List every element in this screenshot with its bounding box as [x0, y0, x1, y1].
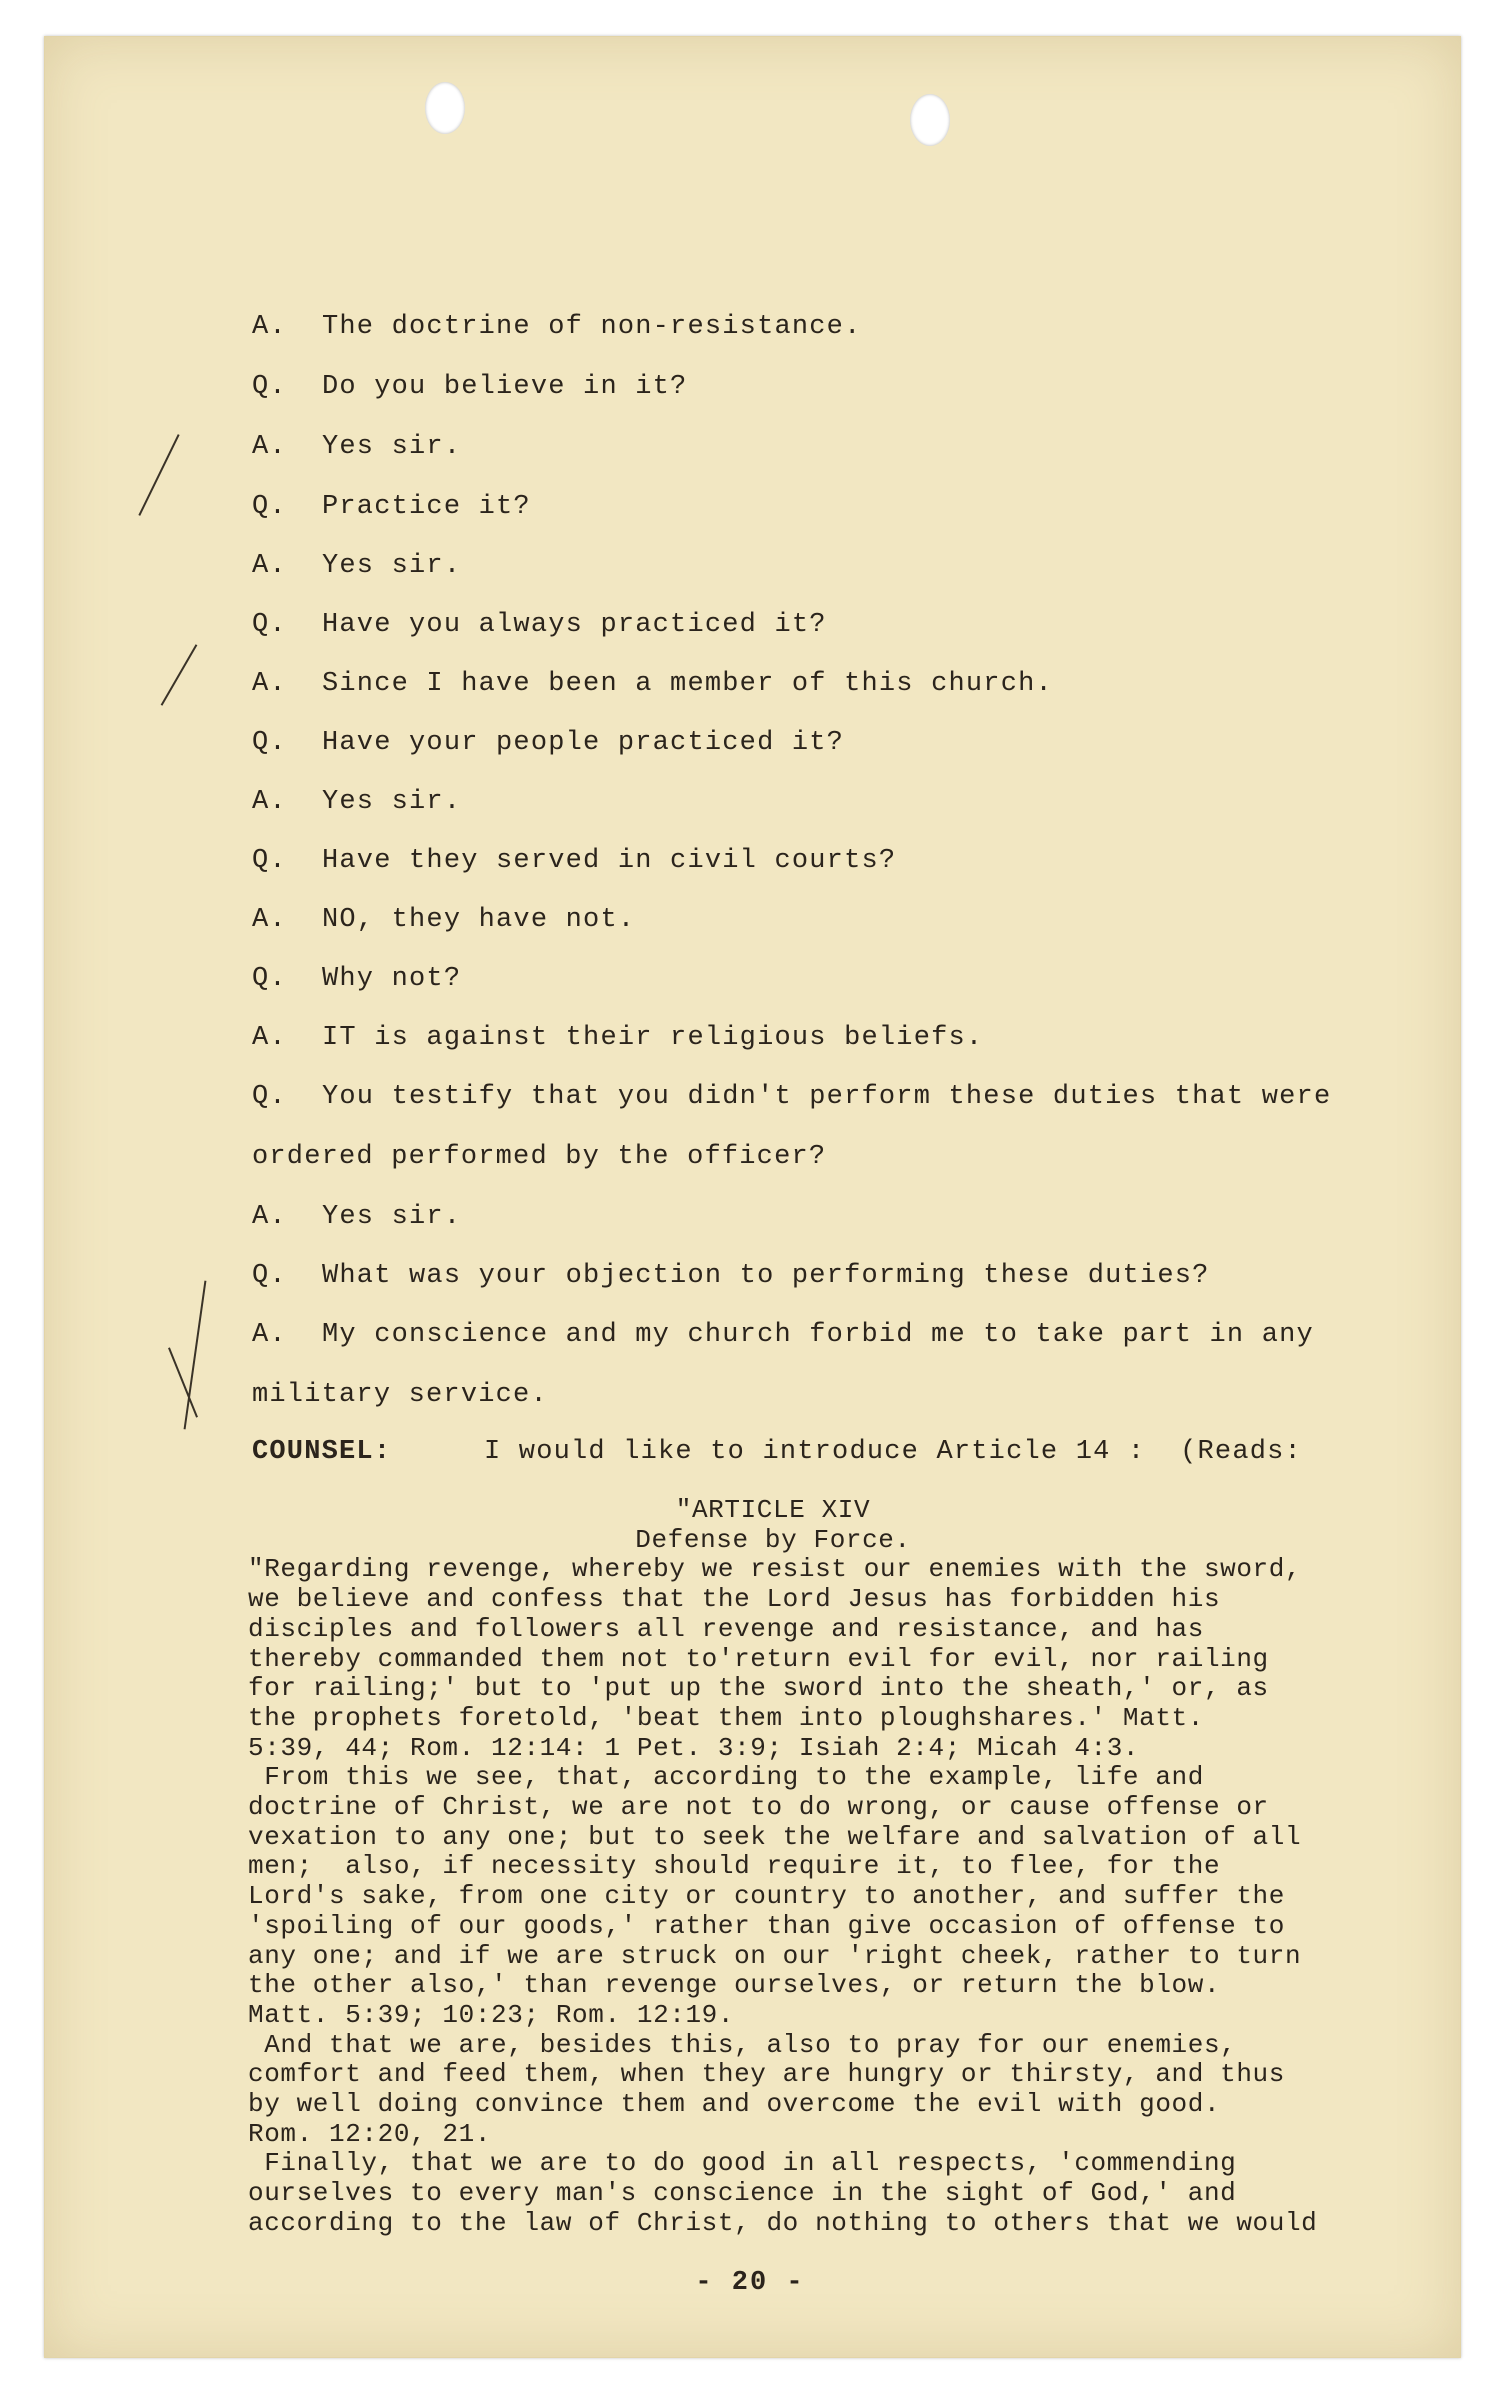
- transcript-line: military service.: [252, 1380, 548, 1410]
- article-line: 'spoiling of our goods,' rather than give occasion of offense to: [248, 1910, 1285, 1941]
- article-line: any one; and if we are struck on our 'right cheek, rather to turn: [248, 1940, 1302, 1971]
- transcript-line: A. My conscience and my church forbid me to take part in any: [252, 1320, 1314, 1350]
- transcript-line: A. Yes sir.: [252, 432, 462, 462]
- article-line: Lord's sake, from one city or country to another, and suffer the: [248, 1881, 1285, 1912]
- article-line: Finally, that we are to do good in all respects, 'commending: [248, 2148, 1237, 2179]
- article-line: the other also,' than revenge ourselves, or return the blow.: [248, 1970, 1221, 2001]
- article-line: 5:39, 44; Rom. 12:14: 1 Pet. 3:9; Isiah 2:4; Micah 4:3.: [248, 1732, 1140, 1763]
- transcript-line: Q. Have they served in civil courts?: [252, 846, 897, 876]
- article-heading: "ARTICLE XIV: [675, 1495, 871, 1525]
- article-line: doctrine of Christ, we are not to do wrong, or cause offense or: [248, 1792, 1269, 1823]
- article-line: disciples and followers all revenge and resistance, and has: [248, 1613, 1204, 1644]
- article-line: we believe and confess that the Lord Jesus has forbidden his: [248, 1584, 1221, 1615]
- transcript-line: A. IT is against their religious beliefs.: [252, 1023, 984, 1053]
- transcript-line: A. NO, they have not.: [252, 905, 636, 935]
- article-quote: [248, 1496, 1428, 2239]
- counsel-statement: [252, 1437, 1302, 1467]
- transcript-line: A. Yes sir.: [252, 787, 462, 817]
- speaker-label: COUNSEL:: [252, 1437, 392, 1467]
- transcript-line: A. Yes sir.: [252, 1202, 462, 1232]
- transcript-line: Q. Have you always practiced it?: [252, 610, 827, 640]
- article-line: Matt. 5:39; 10:23; Rom. 12:19.: [248, 1999, 735, 2030]
- transcript-line: Q. What was your objection to performing these duties?: [252, 1261, 1210, 1291]
- transcript-line: Q. You testify that you didn't perform these duties that were: [252, 1082, 1332, 1112]
- page-number: - 20 -: [695, 2268, 805, 2298]
- article-line: the prophets foretold, 'beat them into ploughshares.' Matt.: [248, 1702, 1204, 1733]
- transcript-line: Q. Practice it?: [252, 492, 531, 522]
- article-line: vexation to any one; but to seek the welfare and salvation of all: [248, 1821, 1302, 1852]
- article-line: by well doing convince them and overcome the evil with good.: [248, 2089, 1221, 2120]
- transcript-line: Q. Do you believe in it?: [252, 372, 688, 402]
- article-subheading: Defense by Force.: [635, 1524, 911, 1555]
- article-line: comfort and feed them, when they are hungry or thirsty, and thus: [248, 2059, 1285, 2090]
- article-line: Rom. 12:20, 21.: [248, 2118, 492, 2149]
- article-line: And that we are, besides this, also to pray for our enemies,: [248, 2029, 1237, 2060]
- transcript-line: Q. Why not?: [252, 964, 462, 994]
- article-line: "Regarding revenge, whereby we resist our enemies with the sword,: [248, 1554, 1302, 1585]
- article-line: From this we see, that, according to the example, life and: [248, 1762, 1204, 1793]
- article-line: men; also, if necessity should require it, to flee, for the: [248, 1851, 1221, 1882]
- counsel-text: I would like to introduce Article 14 : (Reads:: [484, 1437, 1302, 1467]
- transcript-line: A. Since I have been a member of this church.: [252, 669, 1053, 699]
- article-line: according to the law of Christ, do nothing to others that we would: [248, 2207, 1318, 2238]
- transcript-line: ordered performed by the officer?: [252, 1142, 827, 1172]
- article-line: thereby commanded them not to'return evil for evil, nor railing: [248, 1643, 1269, 1674]
- article-line: ourselves to every man's conscience in the sight of God,' and: [248, 2178, 1237, 2209]
- transcript-line: Q. Have your people practiced it?: [252, 728, 845, 758]
- article-line: for railing;' but to 'put up the sword into the sheath,' or, as: [248, 1673, 1269, 1704]
- transcript-line: A. The doctrine of non-resistance.: [252, 312, 862, 342]
- transcript-line: A. Yes sir.: [252, 551, 462, 581]
- punch-hole: [910, 94, 950, 146]
- punch-hole: [425, 82, 465, 134]
